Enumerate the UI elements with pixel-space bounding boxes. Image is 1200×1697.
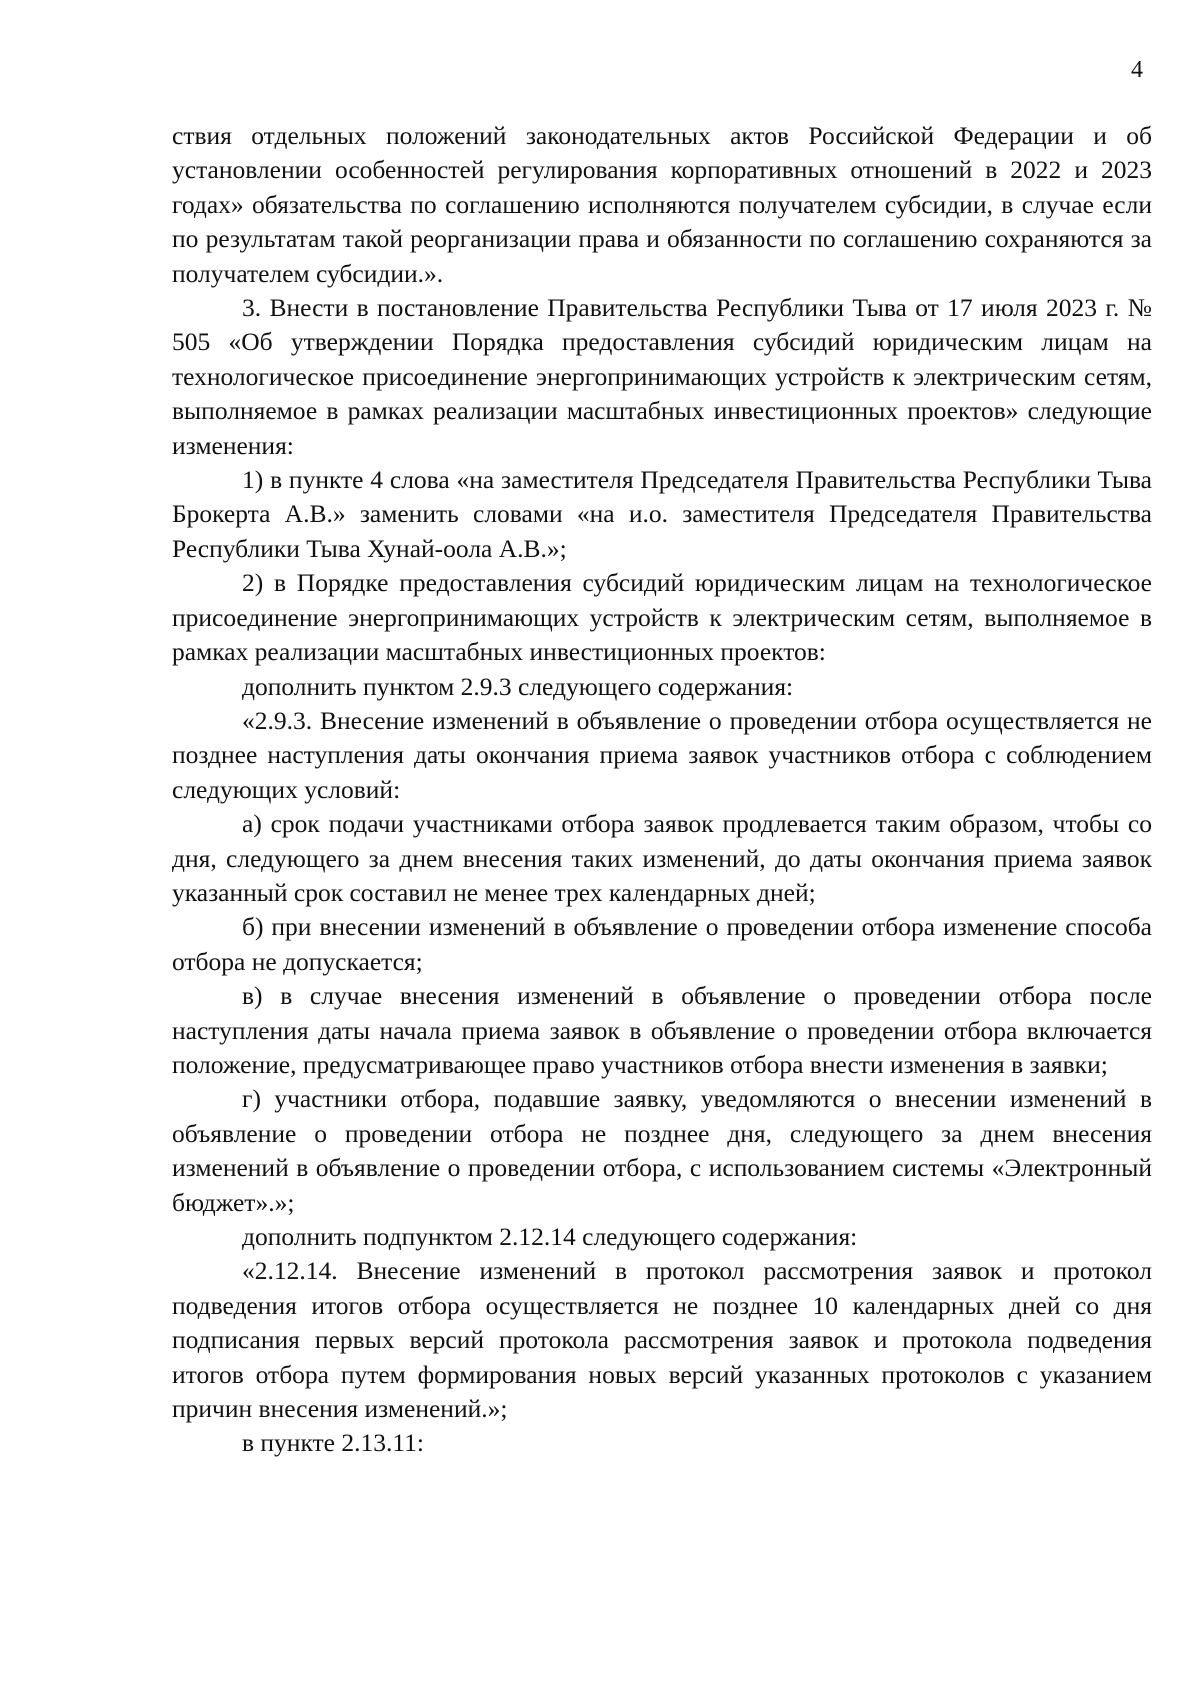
paragraph-condition-v: в) в случае внесения изменений в объявление о проведении отбора после наступления даты начала приема заявок в объявление о проведении отбора включается положение, предусматривающее право участников отбора внести изменения в заявки; (172, 981, 1152, 1079)
paragraph-condition-b: б) при внесении изменений в объявление о проведении отбора изменение способа отбора не допускается; (172, 912, 1152, 976)
paragraph-subitem-2: 2) в Порядке предоставления субсидий юридическим лицам на технологическое присоединение энергопринимающих устройств к электрическим сетям, выполняемое в рамках реализации масштабных инвестиционных проектов: (172, 568, 1152, 667)
paragraph-condition-g: г) участники отбора, подавшие заявку, уведомляются о внесении изменений в объявление о проведении отбора не позднее дня, следующего за днем внесения изменений в объявление о проведении отбора, с использованием системы «Электронный бюджет».»; (172, 1084, 1152, 1217)
page-number: 4 (1131, 57, 1143, 83)
paragraph-add-2-9-3: дополнить пунктом 2.9.3 следующего содержания: (242, 671, 794, 701)
paragraph-add-2-12-14: дополнить подпунктом 2.12.14 следующего содержания: (242, 1222, 858, 1251)
paragraph-continuation: ствия отдельных положений законодательных актов Российской Федерации и об установлении особенностей регулирования корпоративных отношений в 2022 и 2023 годах» обязательства по соглашению исполняются получателем субсидии, в случае если по результатам такой реорганизации права и обязанности по соглашению сохраняются за получателем субсидии.». (172, 121, 1152, 288)
paragraph-condition-a: а) срок подачи участниками отбора заявок продлевается таким образом, чтобы со дня, следующего за днем внесения таких изменений, до даты окончания приема заявок указанный срок составил не менее трех календарных дней; (172, 809, 1152, 907)
document-body (172, 119, 1152, 1461)
paragraph-2-12-14: «2.12.14. Внесение изменений в протокол рассмотрения заявок и протокол подведения итогов отбора осуществляется не позднее 10 календарных дней со дня подписания первых версий протокола рассмотрения заявок и протокола подведения итогов отбора путем формирования новых версий указанных протоколов с указанием причин внесения изменений.»; (172, 1256, 1152, 1424)
paragraph-item-3: 3. Внести в постановление Правительства Республики Тыва от 17 июля 2023 г. № 505 «Об утверждении Порядка предоставления субсидий юридическим лицам на технологическое присоединение энергопринимающих устройств к электрическим сетям, выполняемое в рамках реализации масштабных инвестиционных проектов» следующие изменения: (172, 293, 1152, 460)
paragraph-2-9-3: «2.9.3. Внесение изменений в объявление о проведении отбора осуществляется не позднее наступления даты окончания приема заявок участников отбора с соблюдением следующих условий: (172, 705, 1152, 804)
paragraph-subitem-1: 1) в пункте 4 слова «на заместителя Председателя Правительства Республики Тыва Брокерта А.В.» заменить словами «на и.о. заместителя Председателя Правительства Республики Тыва Хунай-оола А.В.»; (172, 465, 1152, 563)
paragraph-item-2-13-11: в пункте 2.13.11: (242, 1428, 424, 1458)
